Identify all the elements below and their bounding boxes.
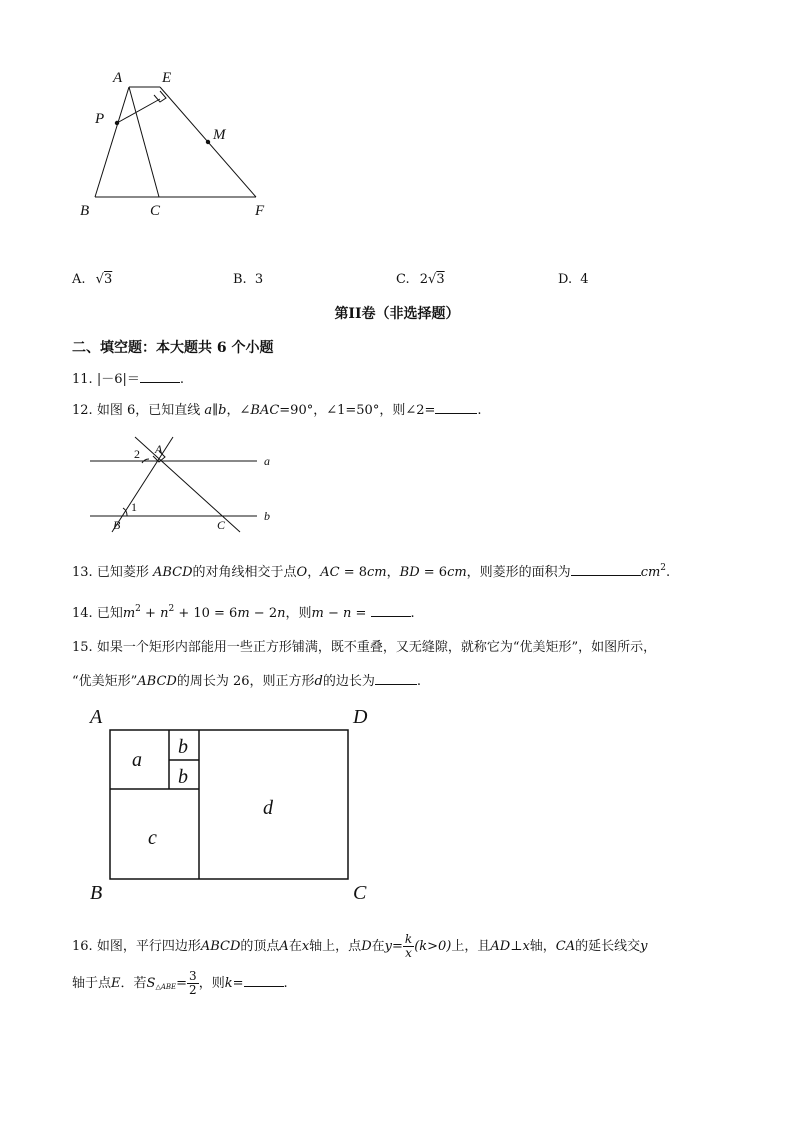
q13-cm-2: cm	[447, 565, 467, 580]
q15-line-1: 如果一个矩形内部能用一些正方形铺满，既不重叠，又无缝隙，就称它为“优美矩形”，如图所示，	[96, 640, 657, 655]
label-angle-2: 2	[134, 447, 140, 461]
label-square-d: d	[263, 797, 273, 819]
label-b: B	[80, 203, 90, 219]
q14-eq: =	[351, 606, 371, 621]
q16-condition: (k>0)	[414, 939, 452, 954]
q12-number: 12.	[72, 403, 93, 418]
q16-eq-2: =	[176, 976, 188, 991]
q16-eq: =	[392, 939, 403, 954]
q14-m: m	[122, 606, 136, 621]
q12-line-b: b	[218, 403, 227, 418]
q12-line-a: a	[204, 403, 213, 418]
label-square-b-2: b	[178, 766, 188, 788]
q16-y: y	[384, 939, 392, 954]
q14-n-2: n	[277, 606, 286, 621]
option-a[interactable]	[72, 271, 112, 289]
q16-e: E	[111, 976, 121, 991]
question-15-line-1	[72, 639, 656, 657]
q16-line-2-a: 轴于点	[72, 976, 112, 991]
label-c-point: C	[217, 518, 226, 532]
q15-abcd: ABCD	[137, 674, 177, 689]
q13-text-5: ，则菱形的面积为	[466, 565, 571, 580]
q14-minus: − 2	[249, 606, 278, 621]
q13-end: .	[666, 565, 671, 580]
q14-answer-blank[interactable]	[371, 604, 411, 617]
q12-parallel: ∥	[212, 403, 219, 418]
right-angle-mark	[154, 91, 166, 102]
label-square-c: c	[148, 827, 157, 849]
q16-eq-3: =	[232, 976, 244, 991]
q12-text-3: =90°，∠1=50°，则∠2=	[279, 403, 436, 418]
q16-fraction-numerator: k	[404, 932, 413, 946]
option-d-value: 4	[580, 272, 589, 287]
q12-end: .	[477, 403, 482, 418]
q16-x: x	[301, 939, 310, 954]
rectangle-abcd	[110, 730, 348, 879]
q16-number: 16.	[72, 939, 93, 954]
q11-expression: |－6|＝	[96, 372, 140, 387]
q16-k: k	[224, 976, 233, 991]
q14-m-3: m	[311, 606, 324, 621]
option-b-value: 3	[254, 272, 264, 287]
option-c[interactable]	[396, 271, 445, 289]
q16-fraction-3-2-numerator: 3	[189, 969, 197, 983]
q15-number: 15.	[72, 640, 93, 655]
q16-s: S	[146, 976, 156, 991]
q13-ac: AC	[320, 565, 340, 580]
option-d[interactable]	[558, 271, 589, 289]
q15-d: d	[314, 674, 323, 689]
q16-ad: AD	[490, 939, 511, 954]
q14-end: .	[410, 606, 415, 621]
q14-rest: + 10 = 6	[174, 606, 238, 621]
q14-m-2: m	[237, 606, 250, 621]
q13-text-4: ，	[386, 565, 400, 580]
q16-end: .	[283, 976, 288, 991]
q16-fraction-denominator: x	[405, 946, 412, 960]
question-16-line-1	[72, 933, 648, 960]
sqrt-icon: √	[428, 272, 437, 287]
q13-unit: cm	[640, 565, 661, 580]
label-e: E	[162, 70, 172, 86]
q12-text-2: ，∠	[226, 403, 251, 418]
question-14	[72, 604, 415, 623]
option-d-letter: D.	[558, 272, 573, 287]
label-d-corner: D	[353, 706, 368, 728]
section-title: 第II卷（非选择题）	[334, 306, 460, 322]
figure-q10-diagram	[70, 60, 290, 225]
q16-perp: ⊥	[510, 939, 523, 954]
q16-y-2: y	[640, 939, 648, 954]
q16-text-7: 轴，	[529, 939, 556, 954]
q15-answer-blank[interactable]	[375, 672, 417, 685]
point-p	[115, 121, 119, 125]
q16-fraction-3-2	[187, 970, 199, 997]
q14-text-2: ，则	[285, 606, 312, 621]
q14-m-exponent: 2	[135, 604, 141, 614]
q13-bd: BD	[399, 565, 420, 580]
option-b-letter: B.	[233, 272, 247, 287]
option-a-letter: A.	[72, 272, 86, 287]
option-a-value: 3	[103, 272, 113, 287]
q14-minus-2: −	[323, 606, 343, 621]
q16-line-2-b: ．若	[120, 976, 147, 991]
figure-q15-rectangle	[80, 700, 390, 910]
q16-text-8: 的延长线交	[575, 939, 641, 954]
segment-pe	[117, 99, 160, 123]
q16-answer-blank[interactable]	[244, 974, 284, 987]
q14-number: 14.	[72, 606, 93, 621]
q16-text-3: 在	[288, 939, 302, 954]
q14-plus: +	[140, 606, 161, 621]
question-11	[72, 370, 184, 389]
q16-d: D	[361, 939, 372, 954]
q16-text-5: 在	[371, 939, 385, 954]
question-16-line-2	[72, 970, 288, 997]
q16-text-4: 轴上，点	[309, 939, 362, 954]
q12-answer-blank[interactable]	[435, 401, 477, 414]
q13-eq-1: = 8	[339, 565, 368, 580]
label-b-corner: B	[90, 882, 103, 904]
q16-abcd: ABCD	[200, 939, 241, 954]
label-a-corner: A	[90, 706, 103, 728]
option-c-letter: C.	[396, 272, 410, 287]
q13-eq-2: = 6	[419, 565, 448, 580]
question-13	[72, 563, 670, 582]
label-c-corner: C	[353, 882, 367, 904]
q16-fraction-3-2-denominator: 2	[189, 983, 197, 997]
q14-n-3: n	[342, 606, 352, 621]
question-15-line-2	[72, 672, 421, 691]
q16-x-2: x	[522, 939, 530, 954]
segment-ab	[95, 87, 129, 197]
q13-answer-blank[interactable]	[571, 563, 641, 576]
q15-end: .	[416, 674, 422, 689]
option-c-coefficient: 2	[419, 272, 429, 287]
segment-ac	[129, 87, 159, 197]
q15-line-2-a: “优美矩形”	[72, 674, 138, 689]
q16-s-subscript: △ABE	[155, 983, 177, 991]
q16-text-2: 的顶点	[240, 939, 280, 954]
label-square-b-1: b	[178, 736, 188, 758]
label-p: P	[95, 111, 105, 127]
q13-cm-1: cm	[367, 565, 387, 580]
q13-number: 13.	[72, 565, 93, 580]
q16-fraction-k-x	[403, 933, 414, 960]
label-line-a: a	[264, 454, 270, 468]
label-f: F	[255, 203, 265, 219]
option-c-value: 3	[436, 272, 445, 287]
q14-text-1: 已知	[96, 606, 123, 621]
label-line-b: b	[264, 509, 270, 523]
option-b[interactable]	[233, 271, 263, 289]
label-c: C	[150, 203, 161, 219]
label-a: A	[113, 70, 123, 86]
q13-unit-exponent: 2	[660, 563, 667, 573]
question-12	[72, 401, 482, 420]
label-square-a: a	[132, 749, 142, 771]
q14-n: n	[160, 606, 169, 621]
figure-q12-diagram	[85, 432, 285, 537]
q15-line-2-b: 的周长为 26，则正方形	[176, 674, 315, 689]
q16-text-6: 上，且	[451, 939, 491, 954]
q14-n-exponent: 2	[168, 604, 175, 614]
q13-o: O	[296, 565, 308, 580]
q13-text-3: ，	[307, 565, 321, 580]
label-m: M	[213, 127, 226, 143]
q12-text-1: 如图 6，已知直线	[96, 403, 205, 418]
label-a-point: A	[155, 442, 163, 456]
line-ab	[112, 437, 173, 532]
q12-angle-bac: BAC	[250, 403, 280, 418]
q13-abcd: ABCD	[152, 565, 193, 580]
label-b-point: B	[113, 518, 121, 532]
label-angle-1: 1	[131, 500, 137, 514]
q13-text-1: 已知菱形	[96, 565, 153, 580]
q16-line-2-c: ，则	[198, 976, 225, 991]
q16-text-1: 如图，平行四边形	[96, 939, 201, 954]
part-two-heading: 二、填空题：本大题共 6 个小题	[72, 340, 274, 356]
q11-end: .	[179, 372, 184, 387]
q16-a: A	[279, 939, 289, 954]
q11-number: 11.	[72, 372, 93, 387]
q16-ca: CA	[555, 939, 576, 954]
q13-text-2: 的对角线相交于点	[192, 565, 297, 580]
q15-line-2-c: 的边长为	[322, 674, 375, 689]
point-m	[206, 140, 210, 144]
q11-answer-blank[interactable]	[140, 370, 180, 383]
sqrt-icon: √	[95, 272, 104, 287]
